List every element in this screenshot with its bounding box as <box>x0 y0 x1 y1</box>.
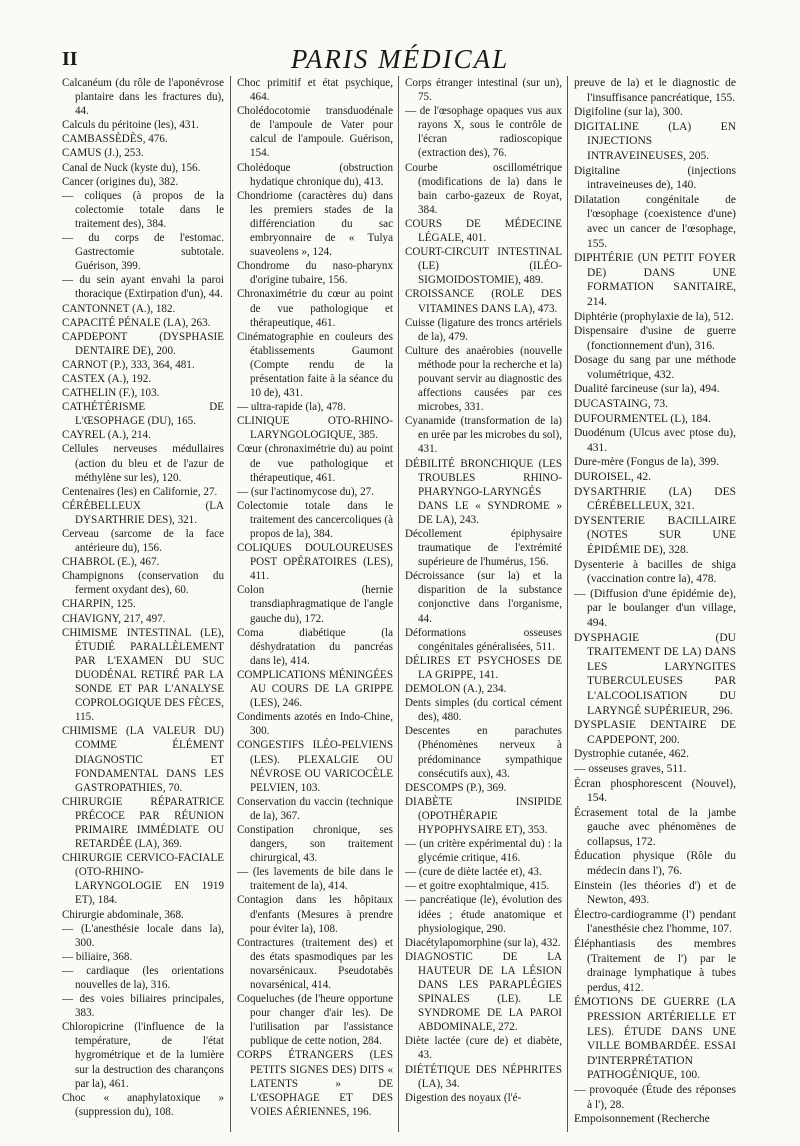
index-entry: CHABROL (E.), 467. <box>62 556 160 569</box>
index-entry: Écrasement total de la jambe gauche avec phénomènes de collapsus, 172. <box>574 806 736 848</box>
journal-title: PARIS MÉDICAL <box>290 44 510 74</box>
index-entry: preuve de la) et le diagnostic de l'insuffisance pancréatique, 155. <box>574 77 736 104</box>
index-entry: Coma diabétique (la déshydratation du pancréas dans le), 414. <box>237 626 393 667</box>
index-entry: Dualité farcineuse (sur la), 494. <box>574 383 720 396</box>
index-entry: Einstein (les théories d') et de Newton, 493. <box>574 879 736 907</box>
index-entry: — et goitre exophtalmique, 415. <box>405 880 550 893</box>
index-entry: Cuisse (ligature des troncs artériels de la), 479. <box>405 316 562 343</box>
index-entry: CAPDEPONT (DYSPHASIE DENTAIRE DE), 200. <box>62 330 224 357</box>
index-entry: DESCOMPS (P.), 369. <box>405 781 507 794</box>
index-entry: ÉMOTIONS DE GUERRE (LA PRESSION ARTÉRIELLE ET LES). ÉTUDE DANS UNE VILLE BOMBARDÉE. ESSAI D'INTERPRÉTATION PATHOGÉNIQUE, 100. <box>574 996 736 1082</box>
index-entry: — (L'anesthésie locale dans la), 300. <box>62 922 224 949</box>
index-entry: CAYREL (A.), 214. <box>62 429 151 442</box>
index-entry: — (un critère expérimental du) : la glycémie critique, 416. <box>405 838 562 865</box>
index-entry: Chronaximétrie du cœur au point de vue pathologique et thérapeutique, 461. <box>237 288 393 329</box>
index-entry: Dispensaire d'usine de guerre (fonctionnement d'un), 316. <box>574 325 736 352</box>
index-entry: Cerveau (sarcome de la face antérieure du), 156. <box>62 528 224 555</box>
index-entry: Cinématographie en couleurs des établissements Gaumont (Compte rendu de la présentation faite à la séance du 10 de), 431. <box>237 330 393 400</box>
index-entry: CHIMISME (LA VALEUR DU) COMME ÉLÉMENT DIAGNOSTIC ET FONDAMENTAL DANS LES GASTROPATHIES, 70. <box>62 725 224 794</box>
index-entry: Conservation du vaccin (technique de la), 367. <box>237 795 393 822</box>
index-entry: Dilatation congénitale de l'œsophage (coexistence d'une) avec un cancer de l'œsophage, 155. <box>574 193 736 250</box>
index-entry: Décroissance (sur la) et la disparition de la substance conjonctive dans l'organisme, 44. <box>405 570 562 625</box>
index-entry: Cholédoque (obstruction hydatique chronique du), 413. <box>237 161 393 188</box>
index-entry: Contractures (traitement des) et des états spasmodiques par les novarsénicaux. Pseudotabès novarsénical, 414. <box>237 936 393 991</box>
index-entry: — osseuses graves, 511. <box>574 762 687 775</box>
index-entry: — du corps de l'estomac. Gastrectomie subtotale. Guérison, 399. <box>62 232 224 273</box>
index-entry: COMPLICATIONS MÉNINGÉES AU COURS DE LA GRIPPE (LES), 246. <box>237 668 393 710</box>
index-entry: Colon (hernie transdiaphragmatique de l'angle gauche du), 172. <box>237 584 393 625</box>
index-entry: Dystrophie cutanée, 462. <box>574 748 689 761</box>
index-entry: Empoisonnement (Recherche <box>574 1113 710 1126</box>
index-entry: Duodénum (Ulcus avec ptose du), 431. <box>574 427 736 454</box>
index-entry: DUCASTAING, 73. <box>574 398 668 411</box>
index-entry: — cardiaque (les orientations nouvelles de la), 316. <box>62 964 224 991</box>
index-entry: CATHELIN (F.), 103. <box>62 387 160 400</box>
index-entry: Chondriome (caractères du) dans les premiers stades de la différenciation du sac embryonnaire de « Tulya suaveolens », 124. <box>237 189 393 259</box>
index-entry: DIÉTÉTIQUE DES NÉPHRITES (LA), 34. <box>405 1063 562 1090</box>
index-entry: Centenaires (les) en Californie, 27. <box>62 485 218 498</box>
index-entry: Écran phosphorescent (Nouvel), 154. <box>574 777 736 805</box>
index-entry: CANTONNET (A.), 182. <box>62 302 176 315</box>
index-entry: DUFOURMENTEL (L), 184. <box>574 412 711 425</box>
index-entry: — (sur l'actinomycose du), 27. <box>237 485 374 498</box>
index-entry: CARNOT (P.), 333, 364, 481. <box>62 358 195 371</box>
index-entry: — ultra-rapide (la), 478. <box>237 401 346 414</box>
index-entry: Diphtérie (prophylaxie de la), 512. <box>574 310 734 323</box>
index-entry: CHARPIN, 125. <box>62 598 136 611</box>
index-entry: DIGITALINE (LA) EN INJECTIONS INTRAVEINEUSES, 205. <box>574 120 736 162</box>
index-entry: Cellules nerveuses médullaires (action du bleu et de l'azur de méthylène sur les), 120. <box>62 443 224 484</box>
index-columns <box>62 76 738 1132</box>
index-entry: — (cure de diète lactée et), 43. <box>405 866 542 879</box>
index-entry: CATHÉTÉRISME DE L'ŒSOPHAGE (DU), 165. <box>62 401 224 428</box>
running-header <box>62 44 738 78</box>
index-entry: DÉLIRES ET PSYCHOSES DE LA GRIPPE, 141. <box>405 654 562 681</box>
index-entry: CROISSANCE (ROLE DES VITAMINES DANS LA), 473. <box>405 288 562 315</box>
index-entry: DYSPHAGIE (DU TRAITEMENT DE LA) DANS LES LARYNGITES TUBERCULEUSES PAR L'ALCOOLISATION DU LARYNGÉ SUPÉRIEUR, 296. <box>574 631 736 717</box>
index-entry: Cholédocotomie transduodénale de l'ampoule de Vater pour calcul de l'ampoule. Guérison, 154. <box>237 105 393 160</box>
index-entry: — coliques (à propos de la colectomie totale dans le traitement des), 384. <box>62 189 224 230</box>
index-entry: Coqueluches (de l'heure opportune pour changer d'air les). De l'utilisation par l'assistance publique de cette notion, 284. <box>237 993 393 1048</box>
index-entry: Diacétylapomorphine (sur la), 432. <box>405 936 561 949</box>
index-entry: Digifoline (sur la), 300. <box>574 106 683 119</box>
index-entry: DYSARTHRIE (LA) DES CÉRÉBELLEUX, 321. <box>574 485 736 513</box>
index-entry: Cancer (origines du), 382. <box>62 175 179 188</box>
index-entry: Digitaline (injections intraveineuses de), 140. <box>574 164 736 192</box>
index-entry: Cyanamide (transformation de la) en urée par les microbes du sol), 431. <box>405 415 562 456</box>
index-entry: Descentes en parachutes (Phénomènes nerveux à prédominance sympathique consécutifs aux), 43. <box>405 725 562 780</box>
index-entry: COURS DE MÉDECINE LÉGALE, 401. <box>405 217 562 245</box>
index-entry: DYSPLASIE DENTAIRE DE CAPDEPONT, 200. <box>574 719 736 746</box>
index-entry: — du sein ayant envahi la paroi thoracique (Extirpation d'un), 44. <box>62 274 224 301</box>
index-entry: CHAVIGNY, 217, 497. <box>62 612 166 625</box>
index-entry: — des voies biliaires principales, 383. <box>62 993 224 1020</box>
index-entry: Déformations osseuses congénitales généralisées, 511. <box>405 626 562 653</box>
index-entry: — pancréatique (le), évolution des idées ; étude anatomique et physiologique, 290. <box>405 894 562 935</box>
index-column-1 <box>62 76 230 1132</box>
index-entry: — biliaire, 368. <box>62 950 133 963</box>
index-entry: Dosage du sang par une méthode volumétrique, 432. <box>574 354 736 381</box>
index-entry: Choc primitif et état psychique, 464. <box>237 77 393 104</box>
index-entry: Courbe oscillométrique (modifications de la) dans le bain carbo-gazeux de Royat, 384. <box>405 161 562 216</box>
index-entry: DIABÈTE INSIPIDE (OPOTHÉRAPIE HYPOPHYSAIRE ET), 353. <box>405 795 562 836</box>
index-entry: COURT-CIRCUIT INTESTINAL (LE) (ILÉO-SIGMOIDOSTOMIE), 489. <box>405 246 562 287</box>
index-column-3 <box>398 76 567 1132</box>
index-entry: Décollement épiphysaire traumatique de l'extrémité supérieure de l'humérus, 156. <box>405 528 562 569</box>
index-entry: Diète lactée (cure de) et diabète, 43. <box>405 1035 562 1062</box>
index-entry: CASTEX (A.), 192. <box>62 372 152 385</box>
index-entry: — de l'œsophage opaques vus aux rayons X, sous le contrôle de l'écran radioscopique (extraction des), 76. <box>405 105 562 160</box>
index-entry: — provoquée (Étude des réponses à l'), 28. <box>574 1083 736 1111</box>
index-entry: CHIRURGIE CERVICO-FACIALE (OTO-RHINO-LARYNGOLOGIE EN 1919 ET), 184. <box>62 852 224 907</box>
index-entry: Calculs du péritoine (les), 431. <box>62 119 199 132</box>
page-number: II <box>62 48 78 70</box>
index-entry: COLIQUES DOULOUREUSES POST OPÉRATOIRES (LES), 411. <box>237 542 393 583</box>
index-entry: — (les lavements de bile dans le traitement de la), 414. <box>237 866 393 893</box>
index-entry: CAMBASSÈDÈS, 476. <box>62 133 168 146</box>
index-entry: CONGESTIFS ILÉO-PELVIENS (LES). PLEXALGIE OU NÉVROSE OU VARICOCÈLE PELVIEN, 103. <box>237 739 393 794</box>
index-entry: CLINIQUE OTO-RHINO-LARYNGOLOGIQUE, 385. <box>237 415 393 442</box>
index-entry: DIAGNOSTIC DE LA HAUTEUR DE LA LÉSION DANS LES PARAPLÉGIES SPINALES (LE). LE SYNDROME DE LA PAROI ABDOMINALE, 272. <box>405 950 562 1034</box>
index-entry: CAPACITÉ PÉNALE (LA), 263. <box>62 316 211 329</box>
index-entry: Digestion des noyaux (l'é- <box>405 1091 522 1104</box>
index-entry: — (Diffusion d'une épidémie de), par le boulanger d'un village, 494. <box>574 587 736 629</box>
index-entry: Calcanéum (du rôle de l'aponévrose plantaire dans les fractures du), 44. <box>62 77 224 118</box>
index-entry: Électro-cardiogramme (l') pendant l'anesthésie chez l'homme, 107. <box>574 908 736 936</box>
index-entry: Éducation physique (Rôle du médecin dans l'), 76. <box>574 850 736 878</box>
index-entry: Dure-mère (Fongus de la), 399. <box>574 456 719 469</box>
index-entry: Dysenterie à bacilles de shiga (vaccination contre la), 478. <box>574 558 736 586</box>
index-entry: DYSENTERIE BACILLAIRE (NOTES SUR UNE ÉPIDÉMIE DE), 328. <box>574 514 736 556</box>
index-entry: DUROISEL, 42. <box>574 471 651 484</box>
index-entry: Condiments azotés en Indo-Chine, 300. <box>237 711 393 738</box>
index-entry: CHIMISME INTESTINAL (LE), ÉTUDIÉ PARALLÈLEMENT PAR L'EXAMEN DU SUC DUODÉNAL RETIRÉ PAR LA SONDE ET PAR L'ANALYSE COPROLOGIQUE DES FÈCES, 115. <box>62 626 224 724</box>
index-entry: DIPHTÉRIE (UN PETIT FOYER DE) DANS UNE FORMATION SANITAIRE, 214. <box>574 252 736 308</box>
index-column-2 <box>230 76 398 1132</box>
index-entry: Chirurgie abdominale, 368. <box>62 908 184 921</box>
index-column-4 <box>567 76 738 1132</box>
index-entry: Chloropicrine (l'influence de la température, de l'état hygrométrique et de la lumière sur la destruction des charançons par la), 461. <box>62 1021 224 1090</box>
index-entry: DEMOLON (A.), 234. <box>405 683 507 696</box>
index-entry: Champignons (conservation du ferment oxydant des), 60. <box>62 570 224 597</box>
index-entry: CORPS ÉTRANGERS (LES PETITS SIGNES DES) DITS « LATENTS » DE L'ŒSOPHAGE ET DES VOIES AÉRIENNES, 196. <box>237 1049 393 1118</box>
index-entry: Dents simples (du cortical cément des), 480. <box>405 697 562 724</box>
index-entry: Contagion dans les hôpitaux d'enfants (Mesures à prendre pour éviter la), 108. <box>237 894 393 935</box>
index-entry: Chondrome du naso-pharynx d'origine tubaire, 156. <box>237 260 393 287</box>
index-entry: CÉRÉBELLEUX (LA DYSARTHRIE DES), 321. <box>62 499 224 526</box>
index-entry: Colectomie totale dans le traitement des cancercoliques (à propos de la), 384. <box>237 499 393 540</box>
index-entry: Cœur (chronaximétrie du) au point de vue pathologique et thérapeutique, 461. <box>237 443 393 484</box>
index-entry: Éléphantiasis des membres (Traitement de l') par le drainage lymphatique à tubes perdus, 412. <box>574 938 736 994</box>
index-entry: Constipation chronique, ses dangers, son traitement chirurgical, 43. <box>237 823 393 865</box>
index-entry: Canal de Nuck (kyste du), 156. <box>62 161 201 174</box>
index-entry: DÉBILITÉ BRONCHIQUE (LES TROUBLES RHINO-PHARYNGO-LARYNGÉS DANS LE « SYNDROME » DE LA), 243. <box>405 457 562 526</box>
index-entry: Culture des anaérobies (nouvelle méthode pour la recherche et la) pouvant servir au diagnostic des affections causées par ces microbes, 331. <box>405 344 562 414</box>
index-entry: CHIRURGIE RÉPARATRICE PRÉCOCE PAR RÉUNION PRIMAIRE IMMÉDIATE OU RETARDÉE (LA), 369. <box>62 795 224 851</box>
index-entry: Corps étranger intestinal (sur un), 75. <box>405 77 562 104</box>
index-entry: CAMUS (J.), 253. <box>62 147 144 160</box>
index-entry: Choc « anaphylatoxique » (suppression du), 108. <box>62 1091 224 1118</box>
